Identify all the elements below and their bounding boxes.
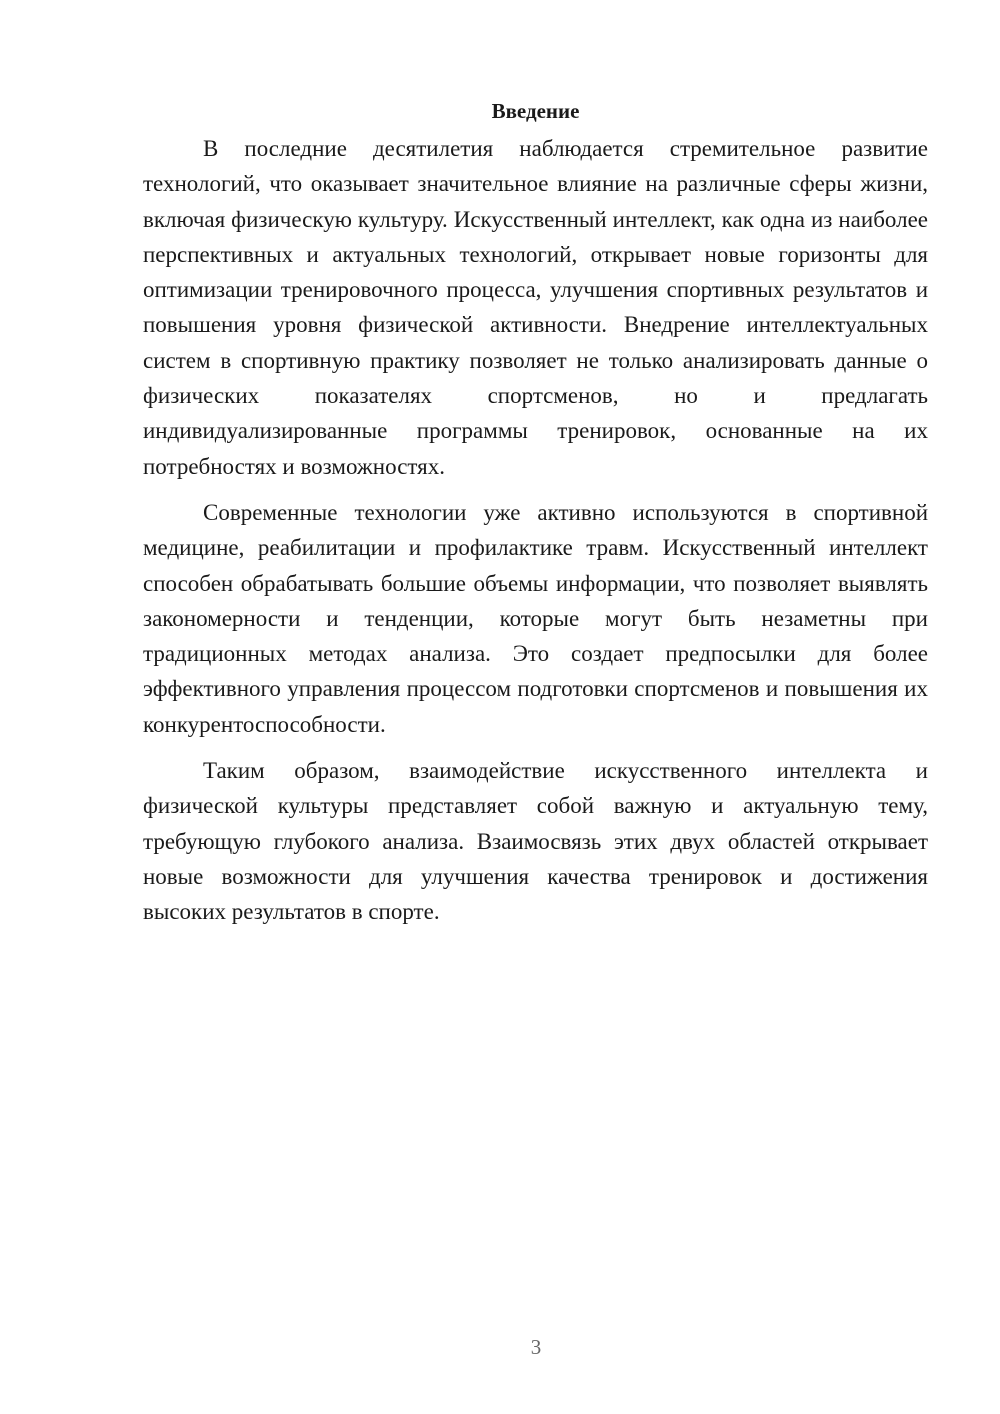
paragraph-3: Таким образом, взаимодействие искусственного интеллекта и физической культуры представляет собой важную и актуальную тему, требующую глубокого анализа. Взаимосвязь этих двух областей открывает новые возможности для улучшения качества тренировок и достижения высоких результатов в спорте. [143, 758, 928, 925]
paragraph-2: Современные технологии уже активно используются в спортивной медицине, реабилитации и профилактике травм. Искусственный интеллект способен обрабатывать большие объемы информации, что позволяет выявлять закономерности и тенденции, которые могут быть незаметны при традиционных методах анализа. Это создает предпосылки для более эффективного управления процессом подготовки спортсменов и повышения их конкурентоспособности. [143, 499, 928, 737]
section-heading: Введение [491, 99, 580, 123]
paragraph-1: В последние десятилетия наблюдается стремительное развитие технологий, что оказывает значительное влияние на различные сферы жизни, включая физическую культуру. Искусственный интеллект, как одна из наиболее перспективных и актуальных технологий, открывает новые горизонты для оптимизации тренировочного процесса, улучшения спортивных результатов и повышения уровня физической активности. Внедрение интеллектуальных систем в спортивную практику позволяет не только анализировать данные о физических показателях спортсменов, но и предлагать индивидуализированные программы тренировок, основанные на их потребностях и возможностях. [143, 136, 928, 479]
page-number: 3 [530, 1335, 542, 1359]
page-content [143, 96, 928, 930]
